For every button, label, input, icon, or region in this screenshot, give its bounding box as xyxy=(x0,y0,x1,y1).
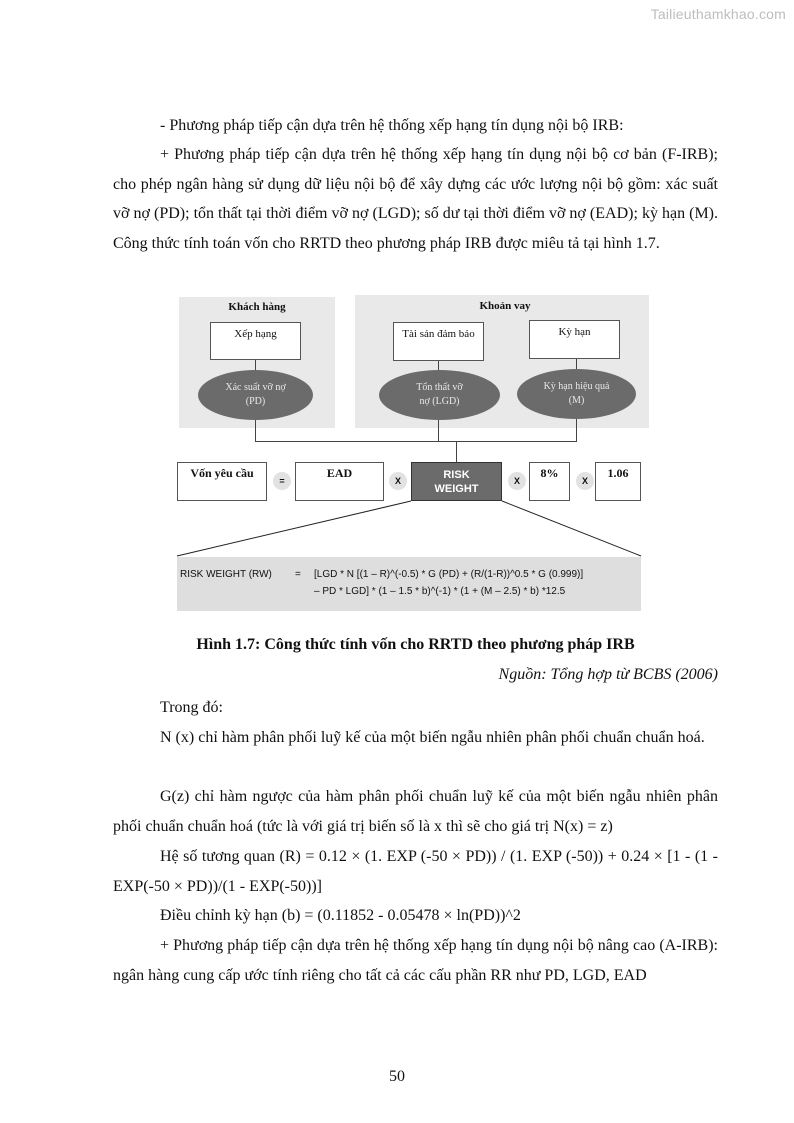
paragraph-correlation: Hệ số tương quan (R) = 0.12 × (1. EXP (-50 × PD)) / (1. EXP (-50)) + 0.24 × [1 - (1 - EXP(-50 × PD))/(1 - EXP(-50))] xyxy=(113,848,718,895)
formula-line-2: – PD * LGD] * (1 – 1.5 * b)^(-1) * (1 + (M – 2.5) * b) *12.5 xyxy=(314,586,566,597)
multiply-sign: X xyxy=(508,472,526,490)
equals-sign: = xyxy=(273,472,291,490)
watermark: Tailieuthamkhao.com xyxy=(650,6,786,22)
lgd-abbr: nợ (LGD) xyxy=(419,396,460,407)
formula-equals: = xyxy=(295,569,301,580)
m-abbr: (M) xyxy=(568,395,585,406)
figure-caption: Hình 1.7: Công thức tính vốn cho RRTD theo phương pháp IRB xyxy=(196,636,635,653)
multiply-sign: X xyxy=(389,472,407,490)
paragraph-irb-intro: - Phương pháp tiếp cận dựa trên hệ thống xếp hạng tín dụng nội bộ IRB: xyxy=(160,117,624,134)
term-box: Kỳ hạn xyxy=(529,320,620,359)
factor-box: 1.06 xyxy=(595,462,641,501)
figure-source: Nguồn: Tổng hợp từ BCBS (2006) xyxy=(498,666,718,683)
paragraph-where: Trong đó: xyxy=(160,699,223,716)
paragraph-f-irb: + Phương pháp tiếp cận dựa trên hệ thống xếp hạng tín dụng nội bộ cơ bản (F-IRB); cho phép ngân hàng sử dụng dữ liệu nội bộ để xây dựng các ước lượng nội bộ gồm: xác suất vỡ nợ (PD); tổn thất tại thời điểm vỡ nợ (LGD); số dư tại thời điểm vỡ nợ (EAD); kỳ hạn (M). Công thức tính toán vốn cho RRTD theo phương pháp IRB được miêu tả tại hình 1.7. xyxy=(113,146,718,252)
required-capital-box: Vốn yêu cầu xyxy=(177,462,267,501)
paragraph-a-irb: + Phương pháp tiếp cận dựa trên hệ thống xếp hạng tín dụng nội bộ nâng cao (A-IRB): ngân hàng cung cấp ước tính riêng cho tất cả các cấu phần RR như PD, LGD, EAD xyxy=(113,937,718,984)
m-label: Kỳ hạn hiệu quả xyxy=(543,381,610,392)
collateral-box: Tài sản đảm bảo xyxy=(393,322,484,361)
risk-weight-formula xyxy=(177,557,641,611)
risk-weight-line1: RISK xyxy=(443,469,470,481)
lgd-label: Tổn thất vỡ xyxy=(416,382,463,393)
paragraph-maturity-adjustment: Điều chỉnh kỳ hạn (b) = (0.11852 - 0.05478 × ln(PD))^2 xyxy=(160,907,521,924)
formula-label: RISK WEIGHT (RW) xyxy=(180,569,272,580)
formula-line-1: [LGD * N [(1 – R)^(-0.5) * G (PD) + (R/(1-R))^0.5 * G (0.999)] xyxy=(314,569,584,580)
loan-group-title: Khoản vay xyxy=(479,300,531,312)
ead-box: EAD xyxy=(295,462,384,501)
pd-abbr: (PD) xyxy=(245,396,266,407)
customer-group-title: Khách hàng xyxy=(228,301,286,313)
paragraph-n-x: N (x) chỉ hàm phân phối luỹ kế của một biến ngẫu nhiên phân phối chuẩn chuẩn hoá. xyxy=(160,729,705,746)
percent-box: 8% xyxy=(529,462,570,501)
pd-label: Xác suất vỡ nợ xyxy=(225,382,286,393)
page-number: 50 xyxy=(389,1068,405,1085)
multiply-sign: X xyxy=(576,472,594,490)
paragraph-g-z: G(z) chỉ hàm ngược của hàm phân phối chuẩn luỹ kế của một biến ngẫu nhiên phân phối chuẩn chuẩn hoá (tức là với giá trị biến số là x thì sẽ cho giá trị N(x) = z) xyxy=(113,788,718,835)
rating-box: Xếp hạng xyxy=(210,322,301,360)
risk-weight-line2: WEIGHT xyxy=(434,483,479,495)
